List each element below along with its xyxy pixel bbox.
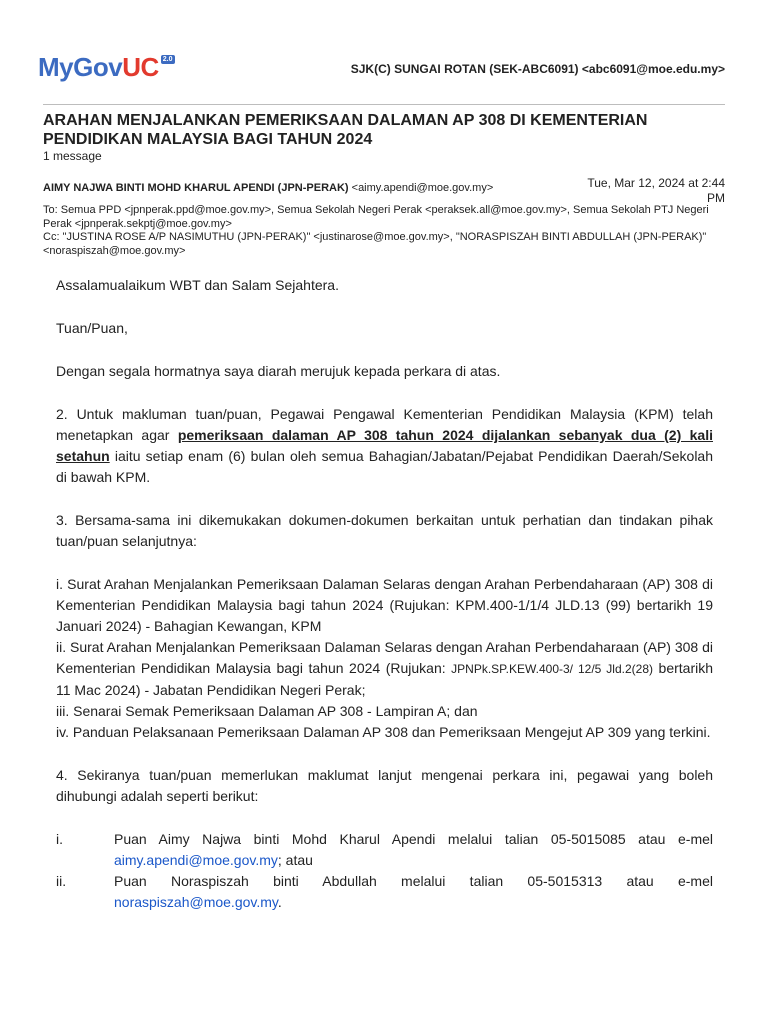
document-item-i: i. Surat Arahan Menjalankan Pemeriksaan Dalaman Selaras dengan Arahan Perbendaharaan (AP) 308 di Kementerian Pendidikan Malaysia bagi tahun 2024 (Rujukan: KPM.400-1/1/4 JLD.13 (99) bertarikh 19 Januari 2024) - Bahagian Kewangan, KPM bbox=[56, 576, 713, 634]
paragraph-2-text-b: iaitu setiap enam (6) bulan oleh semua Bahagian/Jabatan/Pejabat Pendidikan Daerah/Sekolah di bawah KPM. bbox=[56, 448, 713, 485]
to-line: To: Semua PPD <jpnperak.ppd@moe.gov.my>, Semua Sekolah Negeri Perak <peraksek.all@moe.gov.my>, Semua Sekolah PTJ Negeri Perak <jpnperak.sekptj@moe.gov.my> bbox=[43, 204, 709, 230]
document-item-ii-reference: JPNPk.SP.KEW.400-3/ 12/5 Jld.2(28) bbox=[451, 662, 653, 676]
logo-text-uc: UC bbox=[122, 52, 159, 82]
contact-item bbox=[56, 829, 713, 871]
mail-header bbox=[0, 0, 768, 100]
contact-text bbox=[114, 871, 713, 913]
header-divider bbox=[43, 104, 725, 105]
paragraph-2 bbox=[56, 404, 713, 488]
logo-version-badge: 2.0 bbox=[162, 56, 173, 63]
document-item-ii-text-b: bertarikh 11 Mac 2024) - Jabatan Pendidikan Negeri Perak; bbox=[56, 660, 713, 698]
document-item-iv: iv. Panduan Pelaksanaan Pemeriksaan Dalaman AP 308 dan Pemeriksaan Mengejut AP 309 yang terkini. bbox=[56, 724, 711, 740]
contact-item bbox=[56, 871, 713, 913]
email-body bbox=[56, 275, 713, 913]
paragraph-2-text-a: 2. Untuk makluman tuan/puan, Pegawai Pengawal Kementerian Pendidikan Malaysia (KPM) telah menetapkan agar bbox=[56, 406, 713, 443]
cc-line: Cc: "JUSTINA ROSE A/P NASIMUTHU (JPN-PERAK)" <justinarose@moe.gov.my>, "NORASPISZAH BINTI ABDULLAH (JPN-PERAK)" <noraspiszah@moe.gov.my> bbox=[43, 231, 707, 257]
contact-suffix: . bbox=[277, 894, 282, 910]
contact-suffix: ; atau bbox=[277, 852, 313, 868]
contact-description: Puan Aimy Najwa binti Mohd Kharul Apendi melalui talian 05-5015085 atau e-mel bbox=[114, 831, 713, 847]
contact-email-link[interactable]: aimy.apendi@moe.gov.my bbox=[114, 852, 278, 868]
message-count: 1 message bbox=[43, 149, 102, 163]
contact-text bbox=[114, 829, 713, 871]
document-item-iii: iii. Senarai Semak Pemeriksaan Dalaman AP 308 - Lampiran A; dan bbox=[56, 703, 478, 719]
document-item-ii bbox=[56, 637, 713, 701]
document-item-ii-text-a: ii. Surat Arahan Menjalankan Pemeriksaan Dalaman Selaras dengan Arahan Perbendaharaan (AP) 308 di Kementerian Pendidikan Malaysia bagi tahun 2024 (Rujukan: bbox=[56, 639, 713, 676]
mygovuc-logo[interactable] bbox=[38, 50, 175, 84]
paragraph-2-emphasis: pemeriksaan dalaman AP 308 tahun 2024 dijalankan sebanyak dua (2) kali setahun bbox=[56, 427, 713, 464]
sender-line bbox=[43, 182, 493, 194]
sender-name: AIMY NAJWA BINTI MOHD KHARUL APENDI (JPN-PERAK) bbox=[43, 182, 349, 194]
contact-number: ii. bbox=[56, 873, 67, 889]
contact-number: i. bbox=[56, 831, 63, 847]
greeting: Assalamualaikum WBT dan Salam Sejahtera. bbox=[56, 277, 339, 293]
contact-email-link[interactable]: noraspiszah@moe.gov.my bbox=[114, 894, 278, 910]
paragraph-3: 3. Bersama-sama ini dikemukakan dokumen-dokumen berkaitan untuk perhatian dan tindakan pihak tuan/puan selanjutnya: bbox=[56, 512, 713, 549]
email-subject: ARAHAN MENJALANKAN PEMERIKSAAN DALAMAN AP 308 DI KEMENTERIAN PENDIDIKAN MALAYSIA BAGI TAHUN 2024 bbox=[43, 112, 648, 148]
sender-email: <aimy.apendi@moe.gov.my> bbox=[351, 182, 494, 194]
logo-text-gov: Gov bbox=[73, 52, 123, 82]
account-identity: SJK(C) SUNGAI ROTAN (SEK-ABC6091) <abc6091@moe.edu.my> bbox=[350, 62, 725, 76]
contact-description: Puan Noraspiszah binti Abdullah melalui talian 05-5015313 atau e-mel bbox=[114, 873, 713, 889]
paragraph-4: 4. Sekiranya tuan/puan memerlukan maklumat lanjut mengenai perkara ini, pegawai yang boleh dihubungi adalah seperti berikut: bbox=[56, 767, 713, 804]
logo-text-my: My bbox=[38, 52, 74, 82]
salutation: Tuan/Puan, bbox=[56, 320, 128, 336]
intro-paragraph: Dengan segala hormatnya saya diarah merujuk kepada perkara di atas. bbox=[56, 363, 501, 379]
email-date: Tue, Mar 12, 2024 at 2:44 PM bbox=[587, 176, 725, 205]
recipients bbox=[43, 204, 725, 258]
